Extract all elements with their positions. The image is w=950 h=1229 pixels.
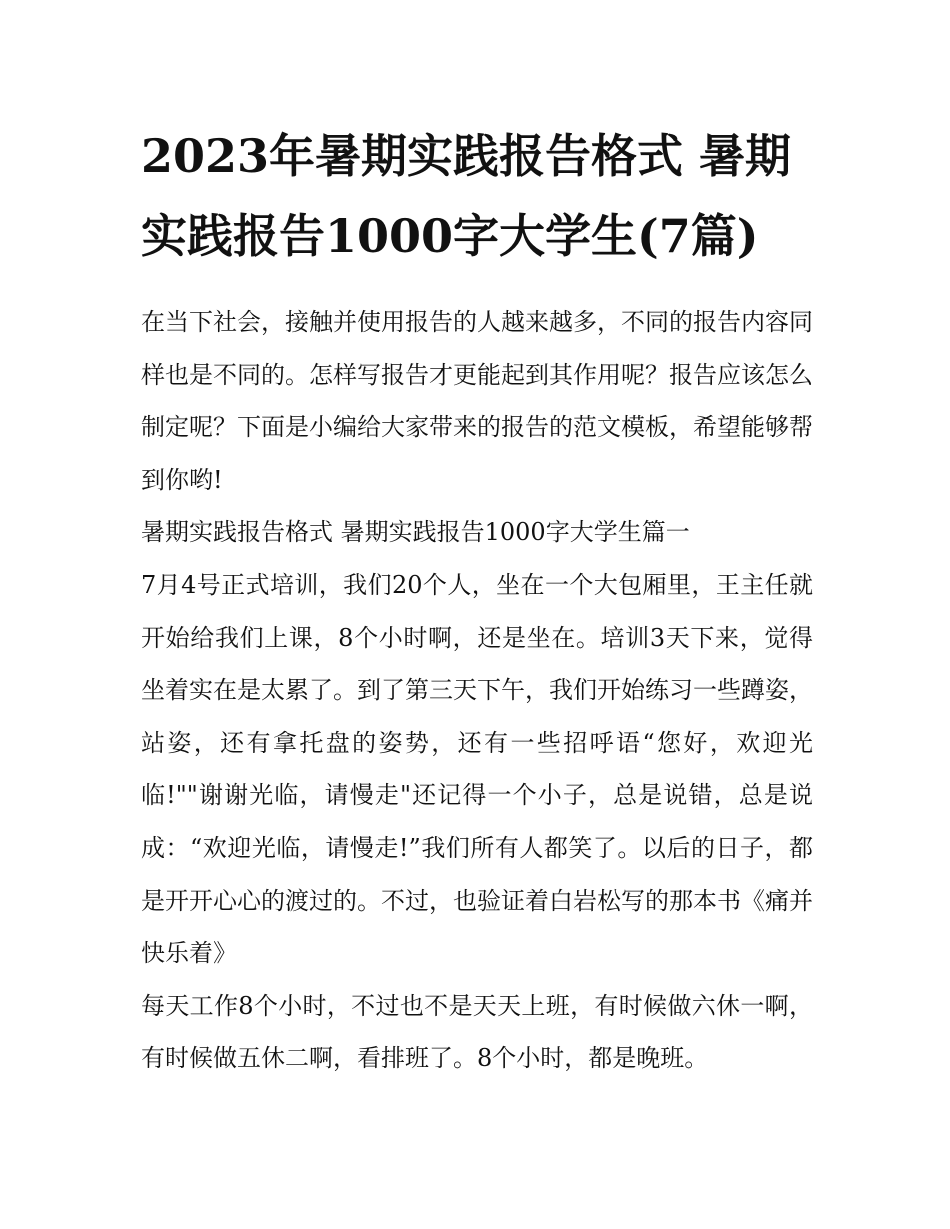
document-title: 2023年暑期实践报告格式 暑期实践报告1000字大学生(7篇) — [141, 129, 792, 263]
intro-paragraph: 在当下社会，接触并使用报告的人越来越多，不同的报告内容同样也是不同的。怎样写报告才更能起到其作用呢？报告应该怎么制定呢？下面是小编给大家带来的报告的范文模板，希望能够帮到你哟! — [141, 308, 813, 494]
document-body — [141, 296, 813, 1085]
body-paragraph: 每天工作8个小时，不过也不是天天上班，有时候做六休一啊，有时候做五休二啊，看排班了。8个小时，都是晚班。 — [141, 991, 813, 1073]
body-paragraph: 7月4号正式培训，我们20个人，坐在一个大包厢里，王主任就开始给我们上课，8个小时啊，还是坐在。培训3天下来，觉得坐着实在是太累了。到了第三天下午，我们开始练习一些蹲姿，站姿，还有拿托盘的姿势，还有一些招呼语“您好，欢迎光临!""谢谢光临，请慢走"还记得一个小子，总是说错，总是说成：“欢迎光临，请慢走!”我们所有人都笑了。以后的日子，都是开开心心的渡过的。不过，也验证着白岩松写的那本书《痛并快乐着》 — [141, 570, 813, 968]
section-heading: 暑期实践报告格式 暑期实践报告1000字大学生篇一 — [141, 518, 690, 547]
document-page — [141, 0, 813, 1229]
